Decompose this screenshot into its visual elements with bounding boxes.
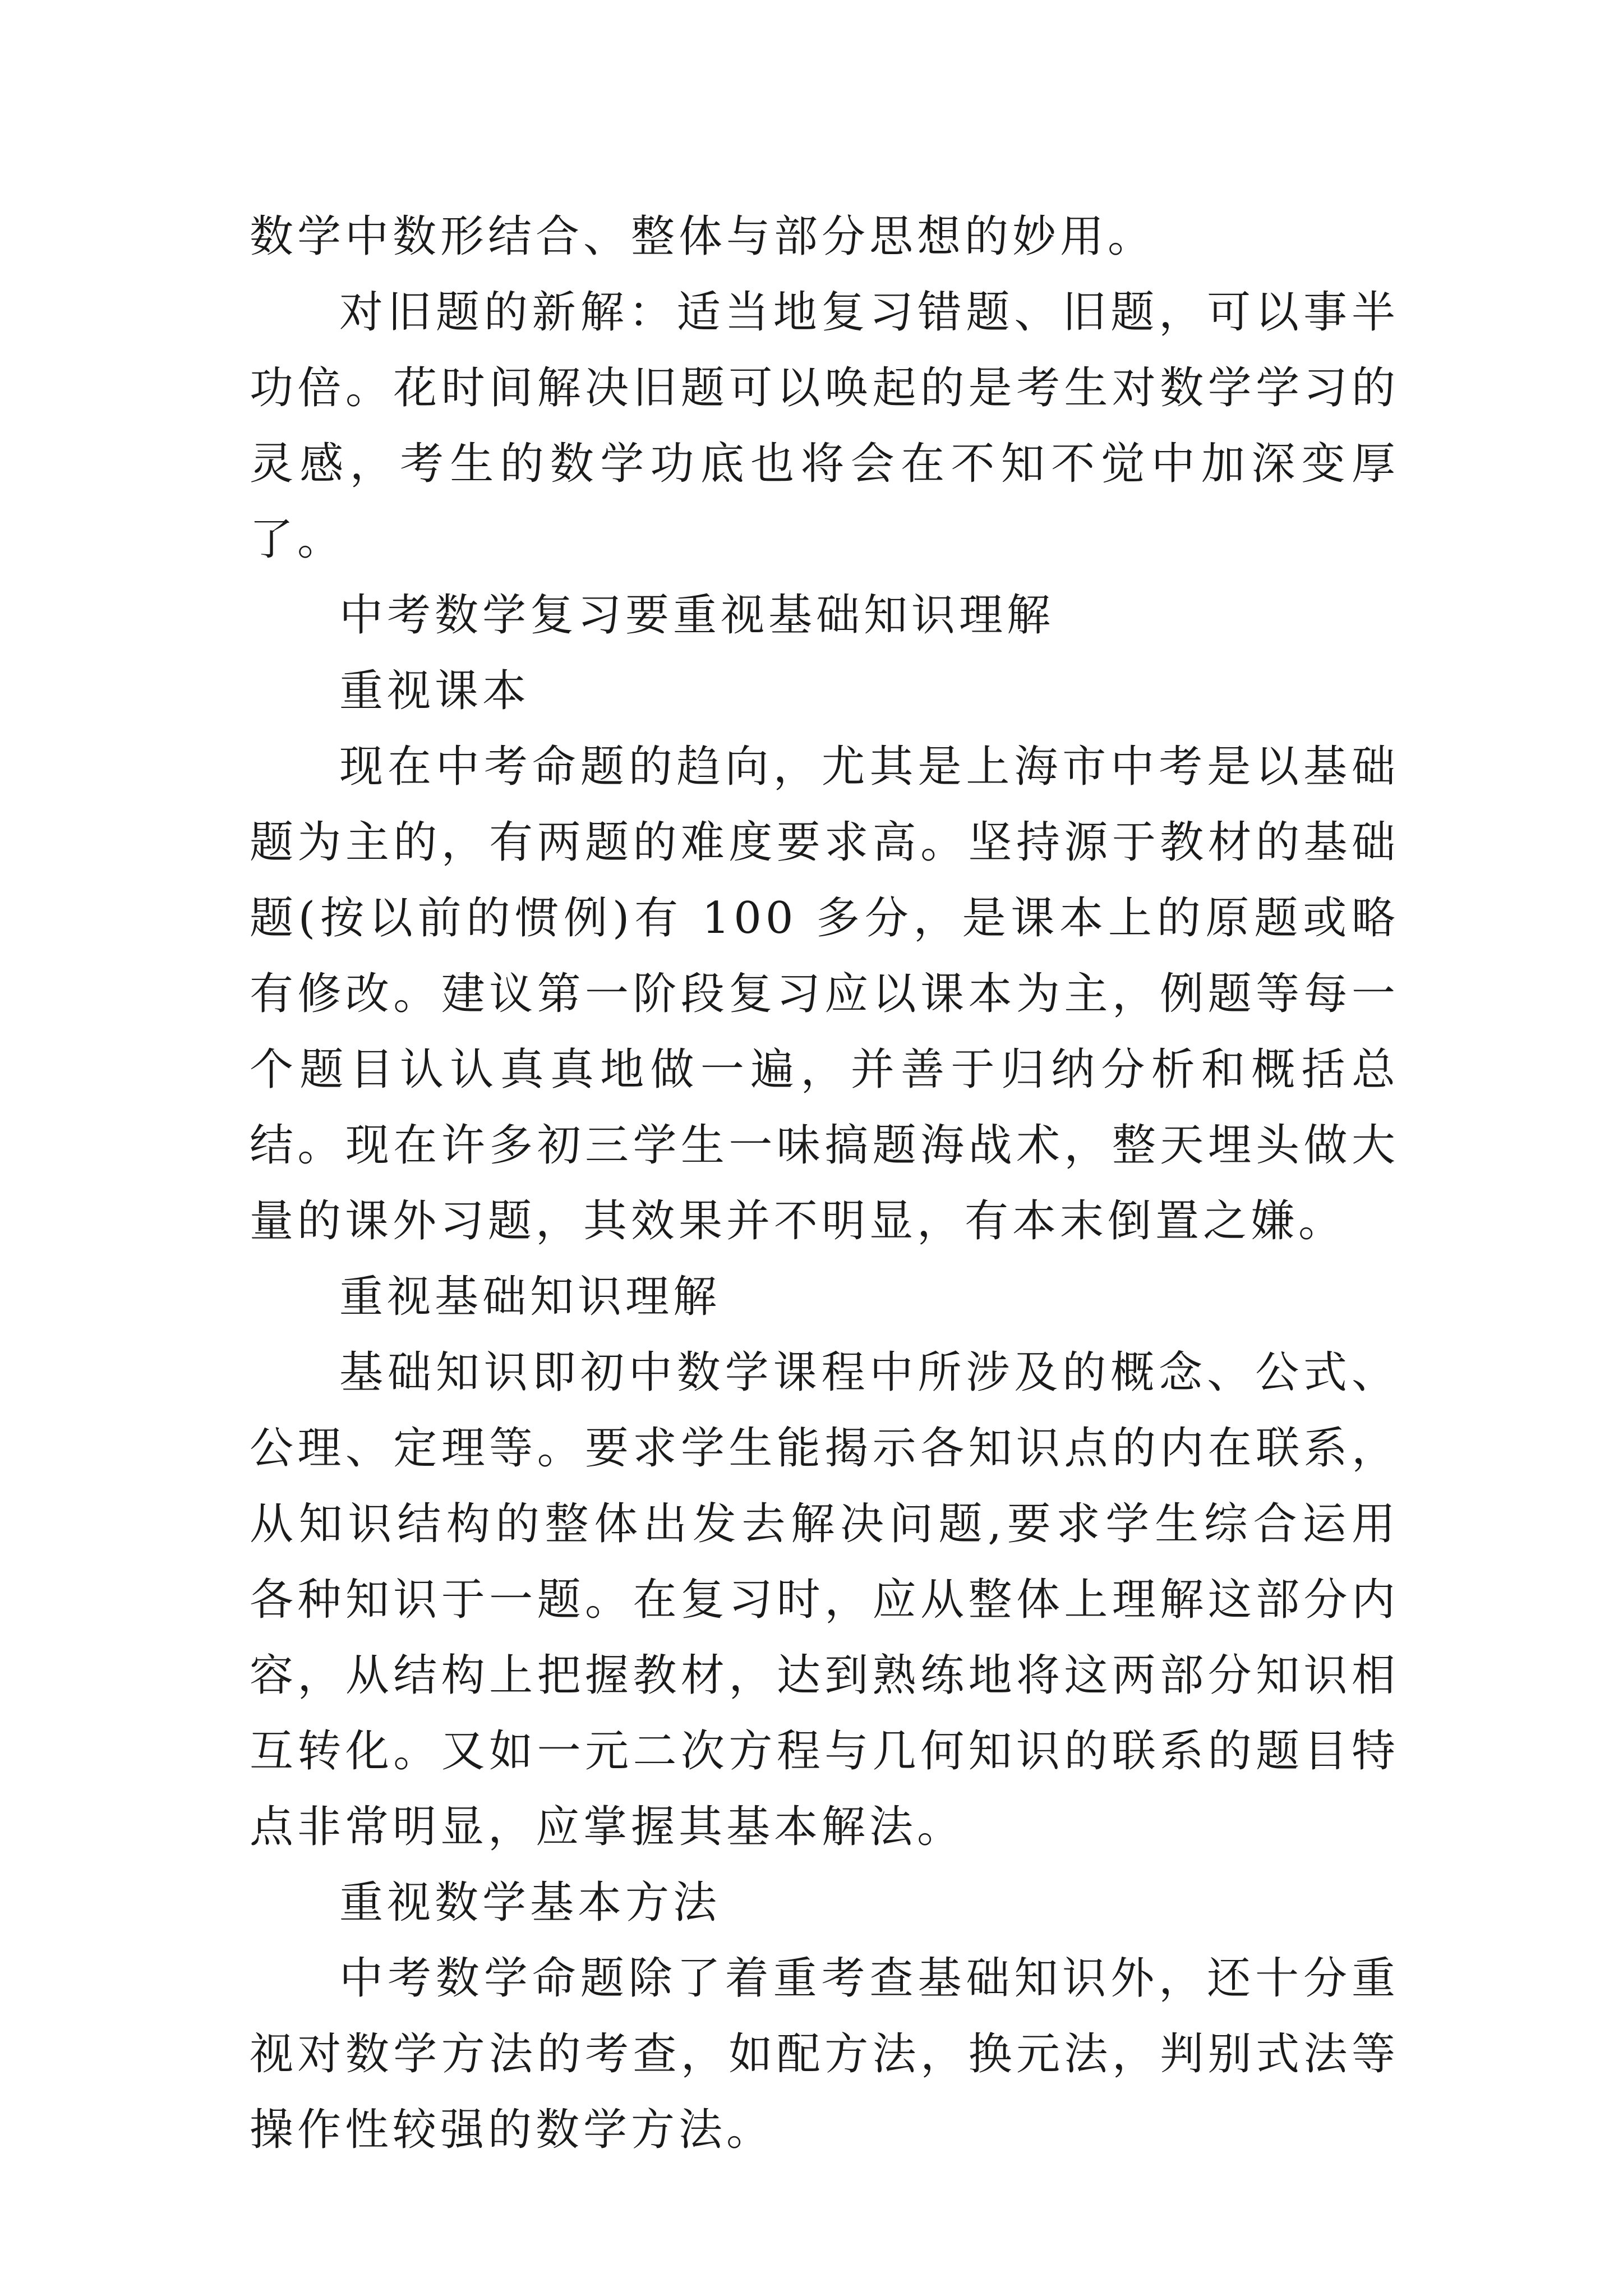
section-heading: 重视基础知识理解 [339, 1272, 721, 1322]
paragraph: 对旧题的新解：适当地复习错题、旧题，可以事半功倍。花时间解决旧题可以唤起的是考生对数学学习的灵感，考生的数学功底也将会在不知不觉中加深变厚了。 [250, 287, 1399, 565]
paragraph: 数学中数形结合、整体与部分思想的妙用。 [250, 211, 1156, 262]
section-heading: 中考数学复习要重视基础知识理解 [339, 590, 1055, 641]
section-heading: 重视数学基本方法 [339, 1878, 721, 1928]
paragraph: 现在中考命题的趋向，尤其是上海市中考是以基础题为主的，有两题的难度要求高。坚持源于教材的基础题(按以前的惯例)有 100 多分，是课本上的原题或略有修改。建议第一阶段复习应以课本为主，例题等每一个题目认认真真地做一遍，并善于归纳分析和概括总结。现在许多初三学生一味搞题海战术，整天埋头做大量的课外习题，其效果并不明显，有本末倒置之嫌。 [250, 742, 1399, 1246]
paragraph: 基础知识即初中数学课程中所涉及的概念、公式、公理、定理等。要求学生能揭示各知识点的内在联系，从知识结构的整体出发去解决问题,要求学生综合运用各种知识于一题。在复习时，应从整体上理解这部分内容，从结构上把握教材，达到熟练地将这两部分知识相互转化。又如一元二次方程与几何知识的联系的题目特点非常明显，应掌握其基本解法。 [250, 1347, 1399, 1852]
document-body [250, 199, 1399, 2168]
section-heading: 重视课本 [339, 666, 531, 716]
paragraph: 中考数学命题除了着重考查基础知识外，还十分重视对数学方法的考查，如配方法，换元法，判别式法等操作性较强的数学方法。 [250, 1953, 1399, 2155]
